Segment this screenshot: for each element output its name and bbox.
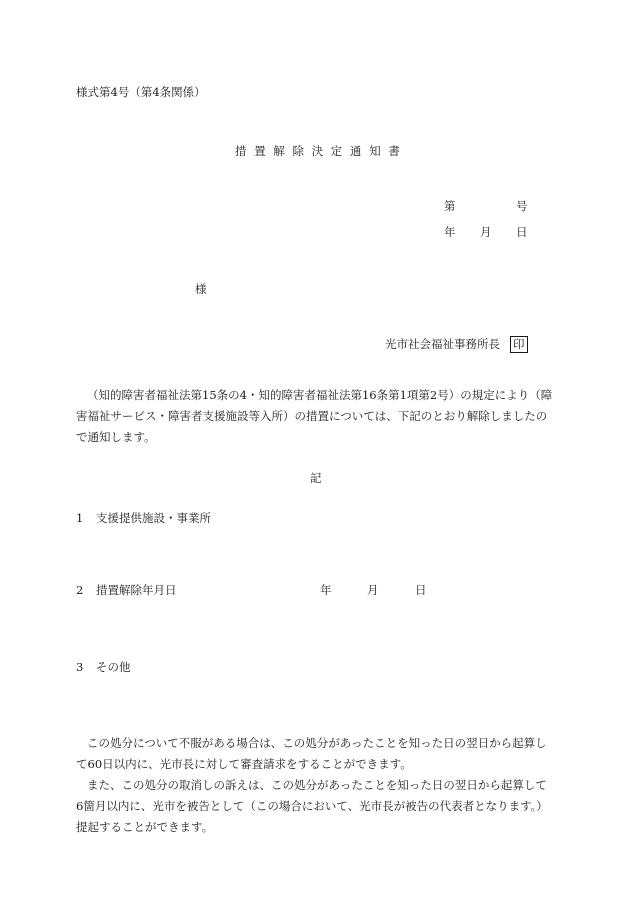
item-label: 支援提供施設・事業所 xyxy=(96,511,211,525)
date-year-label: 年 xyxy=(444,225,456,239)
issuer-name: 光市社会福祉事務所長 xyxy=(385,337,500,351)
notice-paragraph-lawsuit: また、この処分の取消しの訴えは、この処分があったことを知った日の翌日から起算して6箇月以内に、光市を被告として（この場合において、光市長が被告の代表者となります。）提起することができます。 xyxy=(76,778,548,834)
issuer xyxy=(385,336,528,353)
release-year-label: 年 xyxy=(320,583,332,597)
date-month-label: 月 xyxy=(480,225,492,239)
date-day-label: 日 xyxy=(516,225,528,239)
item-number: 1 xyxy=(76,511,84,525)
seal-mark: 印 xyxy=(510,336,528,353)
item-label: その他 xyxy=(96,660,131,674)
item-facility xyxy=(76,510,211,526)
item-other xyxy=(76,659,131,675)
item-number: 3 xyxy=(76,660,84,674)
ki-heading: 記 xyxy=(310,471,322,485)
item-number: 2 xyxy=(76,583,84,597)
body-paragraph: （知的障害者福祉法第15条の4・知的障害者福祉法第16条第1項第2号）の規定により（障害福祉サービス・障害者支援施設等入所）の措置については、下記のとおり解除しましたので通知します。 xyxy=(76,388,553,444)
item-label: 措置解除年月日 xyxy=(96,583,177,597)
document-number-prefix: 第 xyxy=(444,199,456,213)
release-day-label: 日 xyxy=(415,583,427,597)
notice-paragraph-review: この処分について不服がある場合は、この処分があったことを知った日の翌日から起算して60日以内に、光市長に対して審査請求をすることができます。 xyxy=(76,736,547,771)
document-number-suffix: 号 xyxy=(516,199,528,213)
release-month-label: 月 xyxy=(367,583,379,597)
form-number: 様式第4号（第4条関係） xyxy=(76,85,206,99)
item-release-date xyxy=(76,582,427,598)
document-title: 措 置 解 除 決 定 通 知 書 xyxy=(235,144,402,158)
recipient-honorific: 様 xyxy=(195,282,207,296)
appeal-notice xyxy=(76,733,554,838)
